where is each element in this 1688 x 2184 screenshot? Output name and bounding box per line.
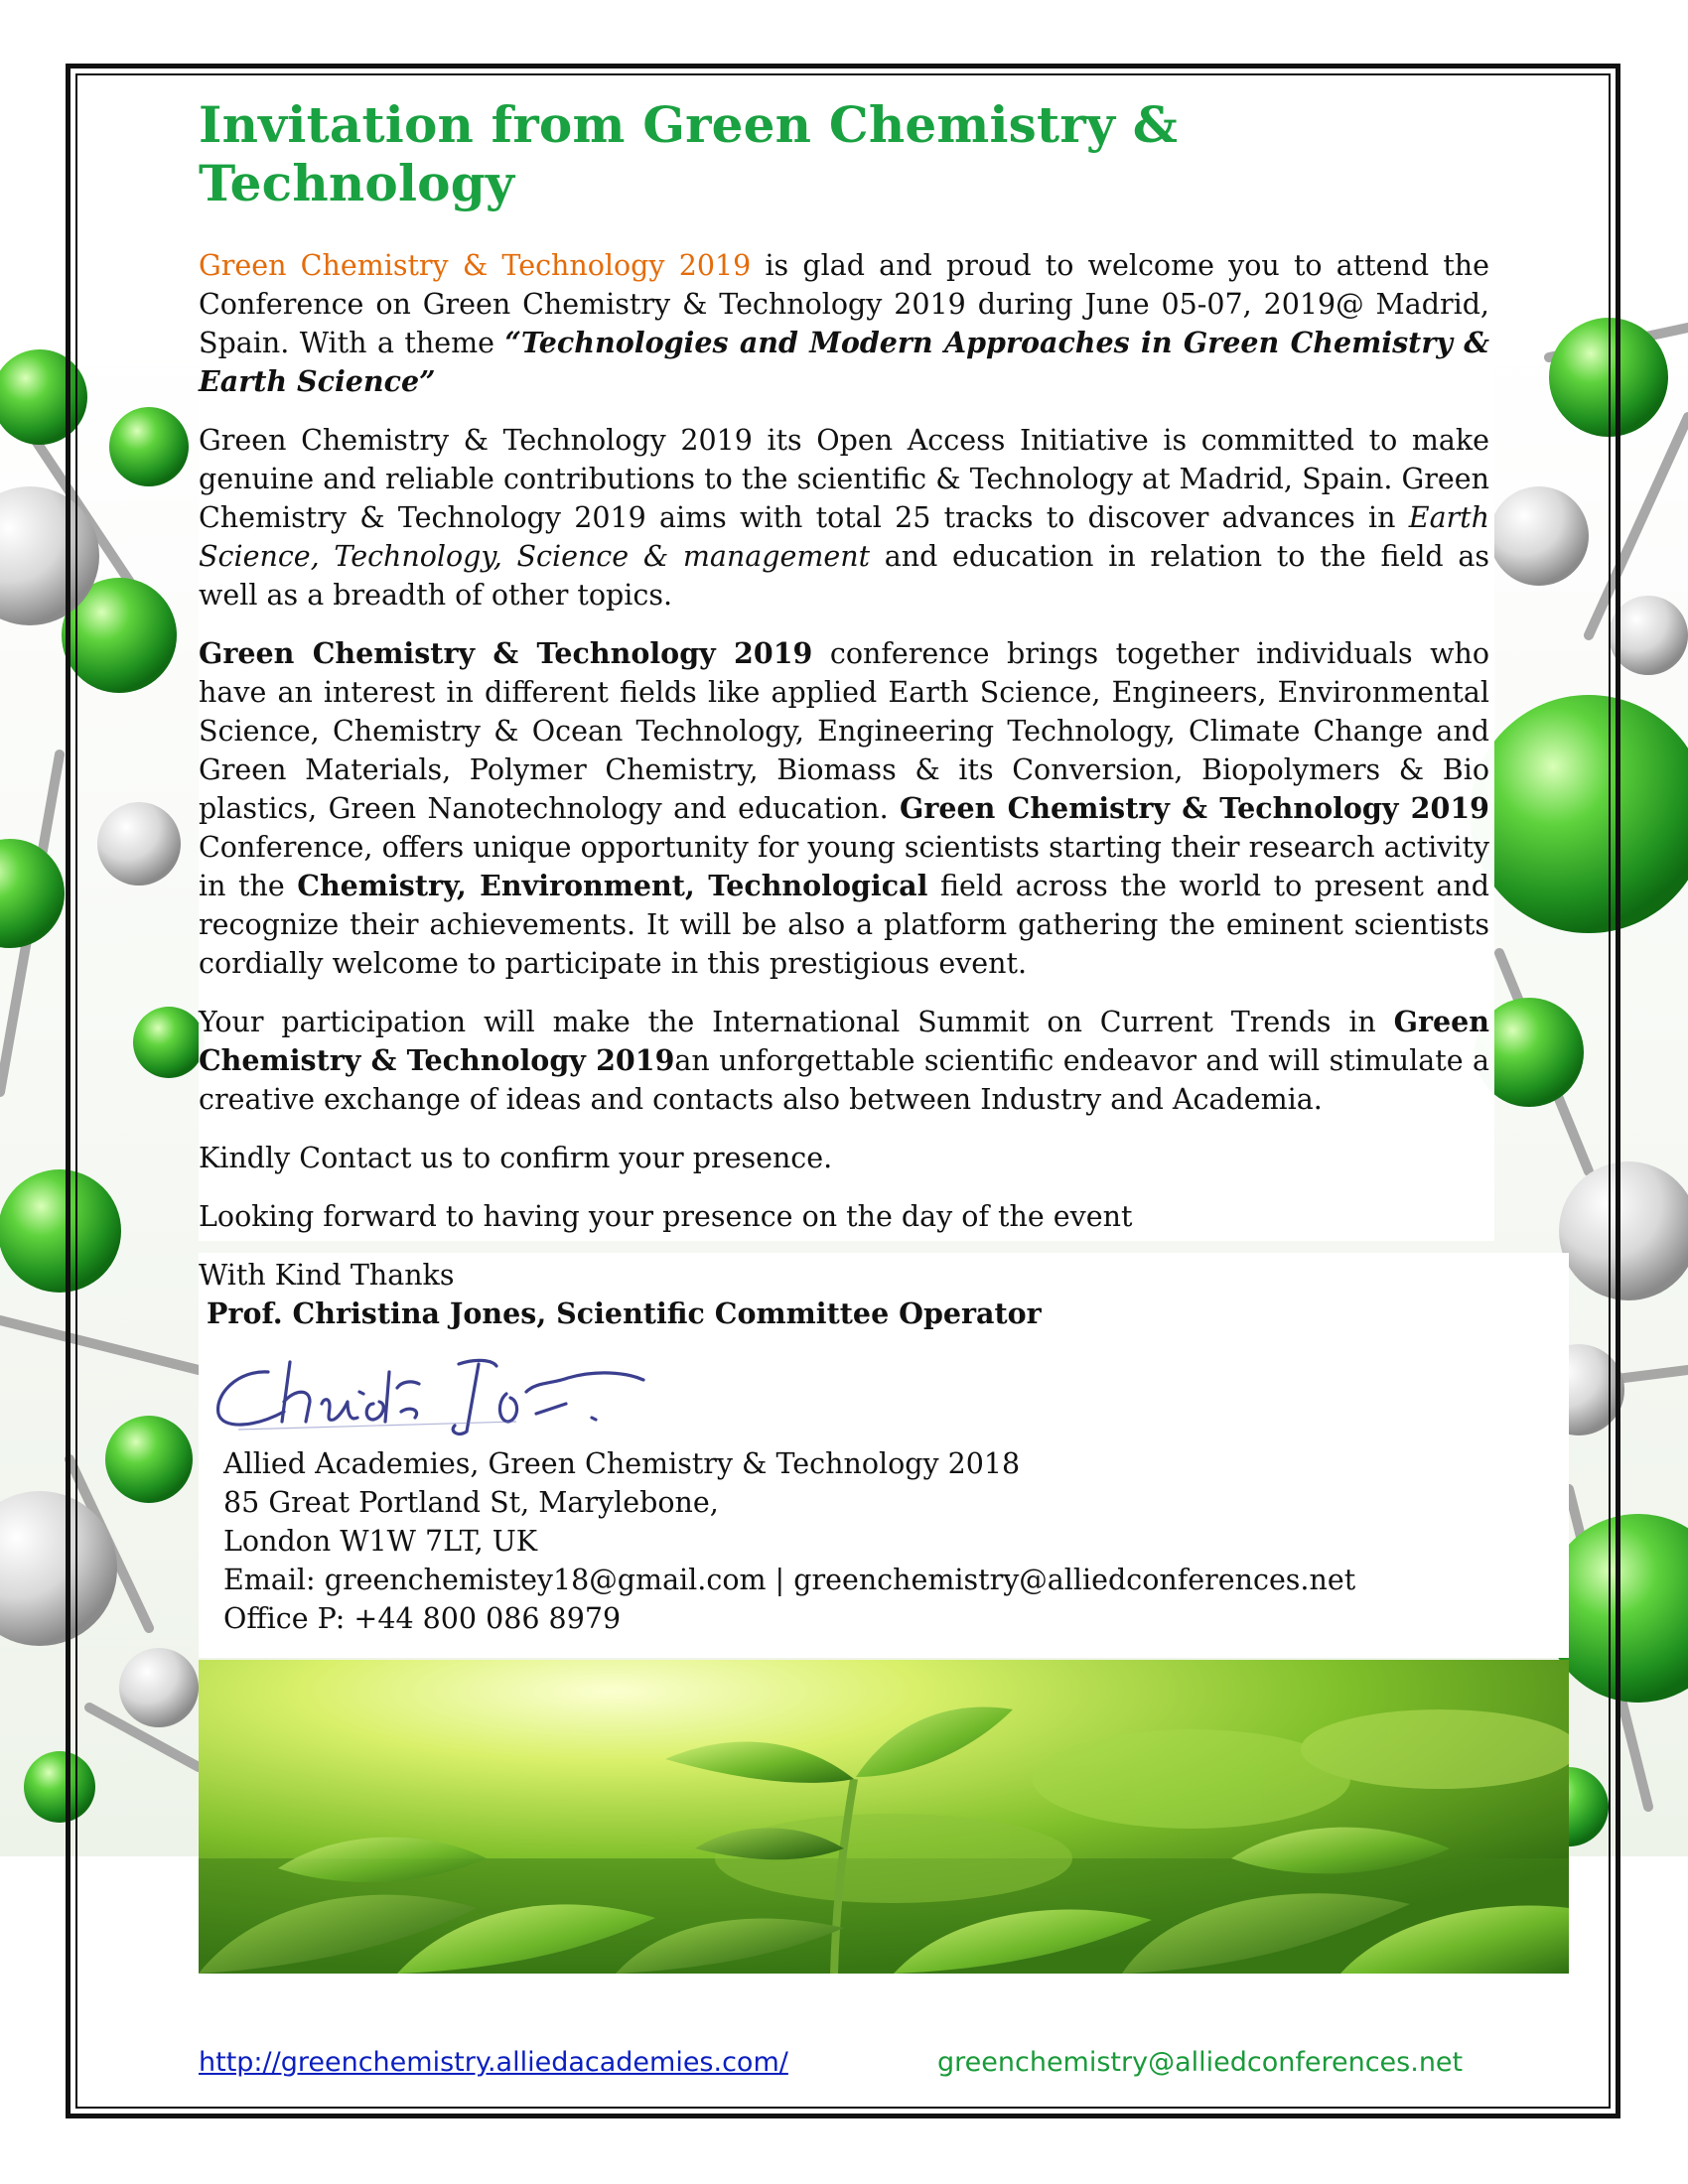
para2-italic: Earth Science, Technology, Science & management [199, 501, 1489, 573]
green-leaves-photo [199, 1660, 1569, 1974]
para4-bold: Green Chemistry & Technology 2019 [199, 1005, 1489, 1077]
para3-text-2: Conference, offers unique opportunity for young scientists starting their research activity in the [199, 831, 1489, 902]
para3-text-1: conference brings together individuals who have an interest in different fields like applied Earth Science, Engineers, Environmental Science, Chemistry & Ocean Technology, Engineering Technology, Climate Change and Green Materials, Polymer Chemistry, Biomass & its Conversion, Biopolymers & Bio plastics, Green Nanotechnology and education. [199, 637, 1490, 825]
page-title: Invitation from Green Chemistry & Technology [199, 95, 1179, 212]
intro-lead: Green Chemistry & Technology 2019 [199, 249, 752, 282]
para3-bold-3: Chemistry, Environment, Technological [297, 869, 928, 902]
para3-text-3: field across the world to present and recognize their achievements. It will be also a platform gathering the eminent scientists cordially welcome to participate in this prestigious event. [199, 870, 1489, 980]
para2-text-1: Green Chemistry & Technology 2019 its Open Access Initiative is committed to make genuine and reliable contributions to the scientific & Technology at Madrid, Spain. Green Chemistry & Technology 2019 aims with total 25 tracks to discover advances in [199, 424, 1489, 534]
address-block [223, 1444, 1355, 1638]
letter-body [199, 95, 1489, 1333]
address-line-city: London W1W 7LT, UK [223, 1525, 538, 1558]
paragraph-fields [199, 634, 1489, 983]
para3-bold-1: Green Chemistry & Technology 2019 [199, 636, 813, 670]
address-line-street: 85 Great Portland St, Marylebone, [223, 1486, 719, 1519]
signer-name: Prof. Christina Jones, Scientific Committee Operator [207, 1297, 1042, 1330]
paragraph-open-access [199, 421, 1489, 614]
intro-paragraph [199, 246, 1489, 401]
paragraph-contact: Kindly Contact us to confirm your presence. [199, 1142, 833, 1174]
footer-email[interactable]: greenchemistry@alliedconferences.net [937, 2047, 1464, 2078]
intro-text: is glad and proud to welcome you to attend the Conference on Green Chemistry & Technology 2019 during June 05-07, 2019@ Madrid, Spain. With a theme [199, 249, 1490, 359]
website-link[interactable]: http://greenchemistry.alliedacademies.com/ [199, 2047, 788, 2078]
para3-bold-2: Green Chemistry & Technology 2019 [900, 791, 1489, 825]
paragraph-looking-forward: Looking forward to having your presence on the day of the event [199, 1200, 1133, 1233]
address-line-organization: Allied Academies, Green Chemistry & Technology 2018 [223, 1447, 1021, 1480]
para4-text-1: Your participation will make the International Summit on Current Trends in [199, 1006, 1394, 1038]
para2-text-2: and education in relation to the field as well as a breadth of other topics. [199, 540, 1489, 612]
address-line-email: Email: greenchemistey18@gmail.com | greenchemistry@alliedconferences.net [223, 1564, 1356, 1596]
footer-panel [83, 1976, 1603, 2105]
intro-theme: “Technologies and Modern Approaches in Green Chemistry & Earth Science” [199, 326, 1489, 398]
handwritten-signature [199, 1342, 774, 1441]
paragraph-participation [199, 1003, 1489, 1119]
closing-text: With Kind Thanks [199, 1259, 455, 1292]
address-line-phone: Office P: +44 800 086 8979 [223, 1602, 622, 1635]
para4-text-2: an unforgettable scientific endeavor and will stimulate a creative exchange of ideas and contacts also between Industry and Academia. [199, 1044, 1489, 1116]
